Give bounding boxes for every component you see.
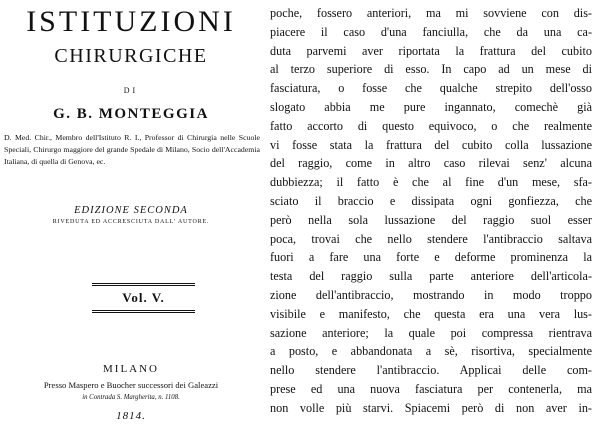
text-line: del raggio, come in altro caso rilevai senz' alcuna xyxy=(270,156,592,171)
text-line: zione dell'antibraccio, mostrando in modo troppo xyxy=(270,288,592,302)
text-line: sazione anteriore; la quale poi compressa rientrava xyxy=(270,325,592,340)
text-line: slogato abbia me pure ingannato, comechè già xyxy=(270,100,592,114)
text-line: fasciatura, o fosse che qualche strepito dell'osso xyxy=(270,81,592,96)
edition-label: EDIZIONE SECONDA xyxy=(74,205,188,216)
text-line: visibile e manifesto, che questa era una vera lus- xyxy=(270,306,592,321)
volume-box xyxy=(92,283,195,313)
text-line: sciato il braccio e dissipata ogni gonfiezza, che xyxy=(270,194,592,208)
printer-name: Presso Maspero e Buocher successori dei Galeazzi xyxy=(43,380,219,390)
by-label: DI xyxy=(123,86,139,95)
text-line: poca, trovai che nello stendere l'antibraccio saltava xyxy=(270,231,592,246)
publication-city: MILANO xyxy=(103,363,159,375)
text-line: non volle più starvi. Spiacemi però di non aver in- xyxy=(270,400,592,415)
revision-note: RIVEDUTA ED ACCRESCIUTA DALL' AUTORE. xyxy=(52,219,210,225)
book-title: ISTITUZIONI xyxy=(26,5,236,38)
author-name: G. B. MONTEGGIA xyxy=(53,106,209,122)
text-line: a posto, e abbandonata a sè, risortiva, specialmente xyxy=(270,344,592,359)
text-line: fatto accorto di questo equivoco, o che realmente xyxy=(270,118,592,133)
title-page xyxy=(0,0,262,431)
text-line: fuori a fare una forte e deforme prominenza la xyxy=(270,250,592,265)
book-subtitle: CHIRURGICHE xyxy=(54,45,208,67)
volume-label: Vol. V. xyxy=(122,290,165,305)
publication-year: 1814. xyxy=(116,410,146,422)
author-credentials: D. Med. Chir., Membro dell'Istituto R. I., Professor di Chirurgia nelle Scuole Speciali, Chirurgo maggiore del grande Spedale di Milano, Socio dell'Accademia Italiana, di quella di Genova, ec. xyxy=(4,133,260,166)
text-line: però nella sola lussazione del raggio suol esser xyxy=(270,212,592,227)
text-line: testa del raggio sulla parte anteriore dell'articola- xyxy=(270,269,592,284)
text-line: nello stendere l'antibraccio. Applicai delle com- xyxy=(270,363,592,378)
text-line: dubbiezza; il fatto è che al fine d'un mese, sfa- xyxy=(270,175,592,190)
text-line: piacere il caso d'una fanciulla, che da una ca- xyxy=(270,24,592,39)
text-line: al terzo superiore di esso. In capo ad un mese di xyxy=(270,62,592,77)
text-line: poche, fossero anteriori, ma mi sovviene con dis- xyxy=(270,6,592,20)
text-page xyxy=(268,0,600,431)
text-line: prese ed una nuova fasciatura per contenerla, ma xyxy=(270,382,592,396)
text-line: duta parvemi aver riportata la frattura del cubito xyxy=(270,43,592,58)
text-line: vi fosse stata la frattura del cubito colla lussazione xyxy=(270,137,592,152)
printer-address: in Contrada S. Margherita, n. 1108. xyxy=(82,394,180,401)
